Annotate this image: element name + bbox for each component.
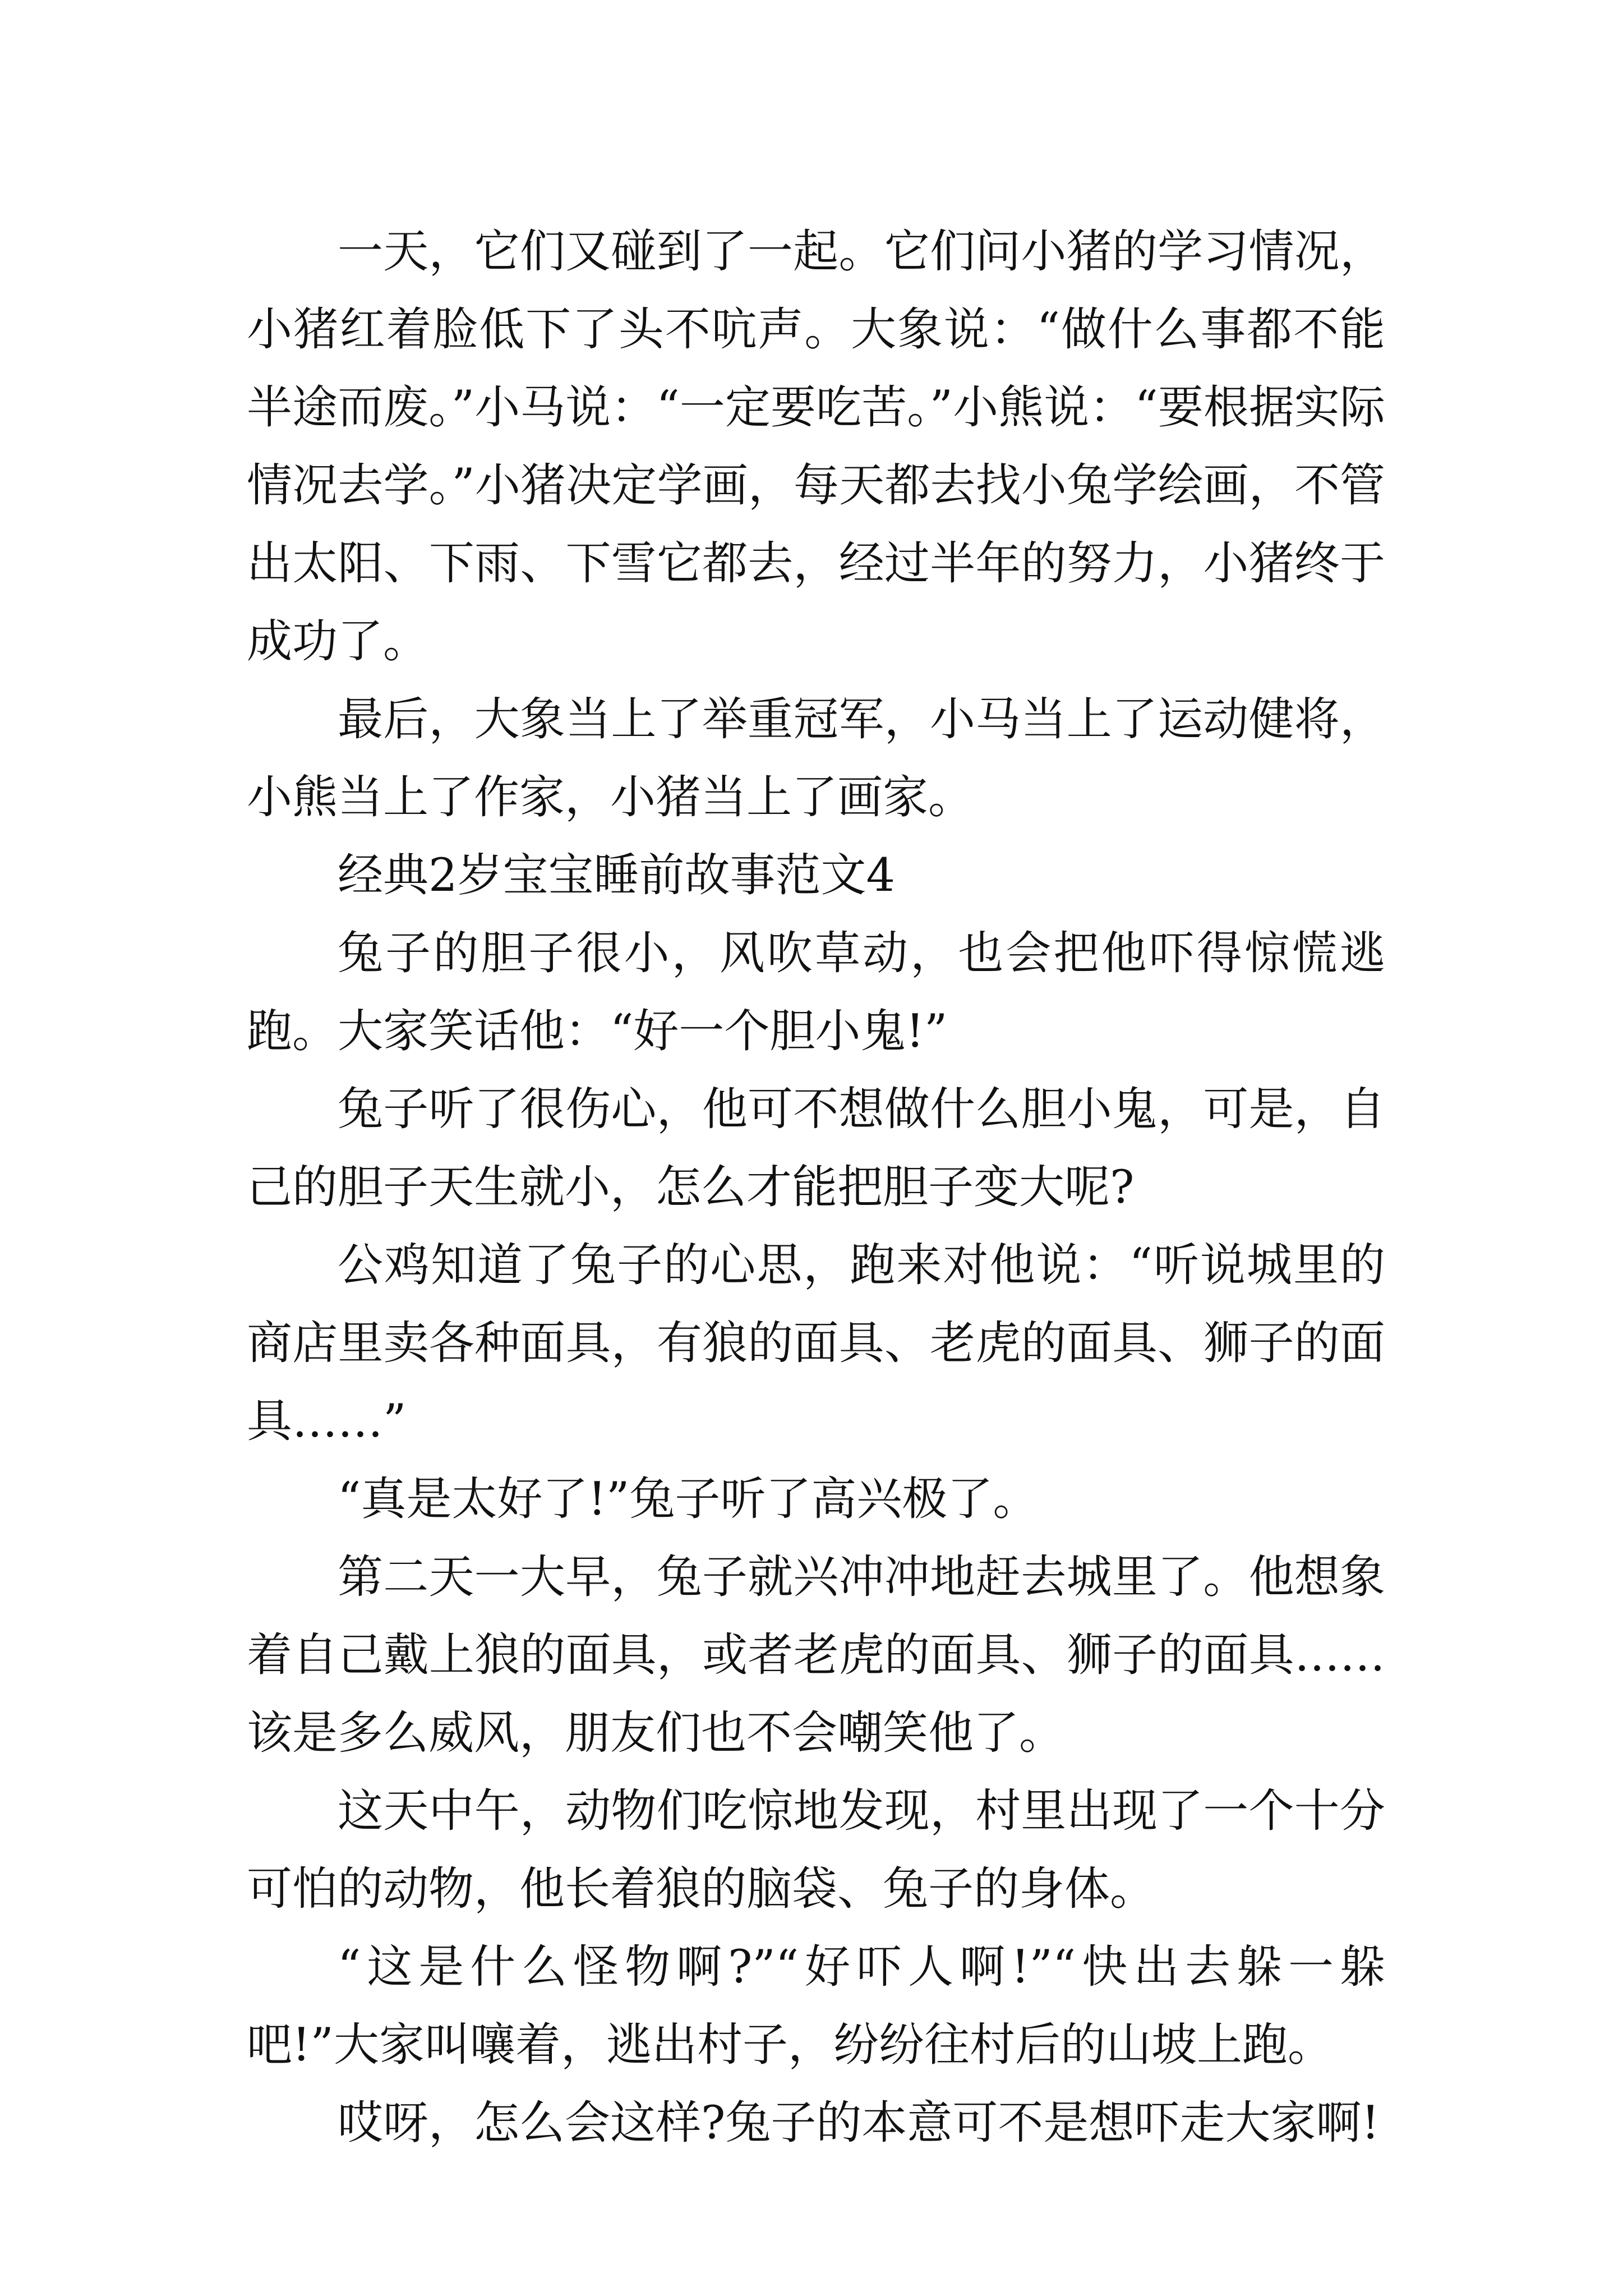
paragraph-1: 一天，它们又碰到了一起。它们问小猪的学习情况，小猪红着脸低下了头不吭声。大象说：“做什么事都不能半途而废。”小马说：“一定要吃苦。”小熊说：“要根据实际情况去学。”小猪决定学画，每天都去找小兔学绘画，不管出太阳、下雨、下雪它都去，经过半年的努力，小猪终于成功了。 — [247, 226, 1385, 668]
document-body — [247, 213, 1385, 2162]
paragraph-7: 第二天一大早，兔子就兴冲冲地赶去城里了。他想象着自己戴上狼的面具，或者老虎的面具、狮子的面具……该是多么威风，朋友们也不会嘲笑他了。 — [247, 1551, 1385, 1760]
paragraph-2: 最后，大象当上了举重冠军，小马当上了运动健将，小熊当上了作家，小猪当上了画家。 — [247, 693, 1385, 824]
paragraph-3: 兔子的胆子很小，风吹草动，也会把他吓得惊慌逃跑。大家笑话他：“好一个胆小鬼!” — [247, 927, 1385, 1058]
section-heading: 经典2岁宝宝睡前故事范文4 — [338, 849, 896, 902]
paragraph-8: 这天中午，动物们吃惊地发现，村里出现了一个十分可怕的动物，他长着狼的脑袋、兔子的身体。 — [247, 1785, 1385, 1916]
paragraph-4: 兔子听了很伤心，他可不想做什么胆小鬼，可是，自己的胆子天生就小，怎么才能把胆子变大呢? — [247, 1083, 1385, 1214]
paragraph-10: 哎呀，怎么会这样?兔子的本意可不是想吓走大家啊! — [338, 2097, 1380, 2150]
paragraph-6: “真是太好了!”兔子听了高兴极了。 — [338, 1473, 1039, 1526]
paragraph-5: 公鸡知道了兔子的心思，跑来对他说：“听说城里的商店里卖各种面具，有狼的面具、老虎的面具、狮子的面具……” — [247, 1239, 1385, 1448]
paragraph-9: “这是什么怪物啊?”“好吓人啊!”“快出去躲一躲吧!”大家叫嚷着，逃出村子，纷纷往村后的山坡上跑。 — [247, 1941, 1385, 2072]
